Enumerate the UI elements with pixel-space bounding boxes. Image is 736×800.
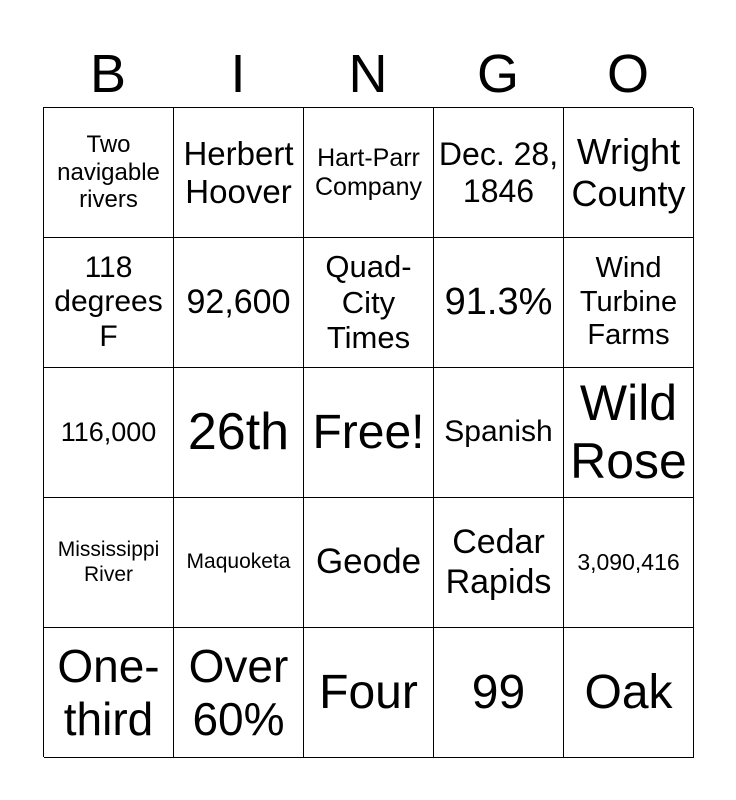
bingo-cell[interactable] bbox=[434, 368, 564, 498]
cell-text: Cedar Rapids bbox=[445, 523, 552, 601]
cell-text: Mississippi River bbox=[57, 538, 160, 586]
cell-text: Hart-Parr Company bbox=[315, 143, 422, 201]
bingo-cell[interactable] bbox=[564, 108, 694, 238]
bingo-cell[interactable] bbox=[174, 628, 304, 758]
bingo-cell[interactable] bbox=[304, 628, 434, 758]
header-letter-o: O bbox=[606, 44, 649, 104]
bingo-cell[interactable] bbox=[44, 108, 174, 238]
cell-text: 116,000 bbox=[60, 416, 157, 447]
cell-text: Wind Turbine Farms bbox=[579, 252, 678, 352]
header-letter-b: B bbox=[89, 44, 127, 104]
bingo-card bbox=[43, 107, 693, 757]
cell-text: Geode bbox=[315, 542, 422, 582]
cell-text: 26th bbox=[187, 402, 290, 461]
bingo-cell[interactable] bbox=[304, 108, 434, 238]
bingo-cell[interactable] bbox=[434, 628, 564, 758]
bingo-cell[interactable] bbox=[44, 498, 174, 628]
bingo-header bbox=[43, 40, 693, 108]
cell-text: Oak bbox=[584, 665, 673, 719]
cell-text: Maquoketa bbox=[186, 550, 291, 574]
bingo-cell[interactable] bbox=[564, 628, 694, 758]
bingo-cell[interactable] bbox=[174, 498, 304, 628]
cell-text: Spanish bbox=[444, 415, 553, 449]
cell-text: 3,090,416 bbox=[577, 549, 680, 576]
bingo-cell[interactable] bbox=[174, 108, 304, 238]
cell-text: 99 bbox=[471, 665, 526, 719]
cell-text: Over 60% bbox=[188, 639, 289, 745]
cell-text: Wright County bbox=[571, 131, 686, 214]
cell-text: Two navigable rivers bbox=[57, 131, 160, 214]
cell-text: 118 degrees F bbox=[54, 250, 163, 353]
bingo-cell[interactable] bbox=[44, 368, 174, 498]
bingo-cell[interactable] bbox=[304, 238, 434, 368]
bingo-cell[interactable] bbox=[564, 498, 694, 628]
cell-text: Four bbox=[319, 665, 418, 719]
bingo-cell[interactable] bbox=[174, 368, 304, 498]
bingo-cell[interactable] bbox=[44, 238, 174, 368]
bingo-cell[interactable] bbox=[564, 238, 694, 368]
header-letter-i: I bbox=[230, 44, 246, 104]
bingo-cell[interactable] bbox=[174, 238, 304, 368]
cell-text: Dec. 28, 1846 bbox=[438, 135, 559, 209]
bingo-cell[interactable] bbox=[564, 368, 694, 498]
header-letter-g: G bbox=[476, 44, 519, 104]
bingo-cell[interactable] bbox=[434, 238, 564, 368]
cell-text: 91.3% bbox=[444, 280, 553, 323]
bingo-cell[interactable] bbox=[434, 498, 564, 628]
bingo-cell[interactable] bbox=[44, 628, 174, 758]
bingo-cell[interactable] bbox=[434, 108, 564, 238]
cell-text: 92,600 bbox=[186, 282, 291, 321]
bingo-cell[interactable] bbox=[304, 498, 434, 628]
cell-text: Wild Rose bbox=[570, 375, 687, 489]
free-space-cell[interactable] bbox=[304, 368, 434, 498]
header-letter-n: N bbox=[348, 44, 388, 104]
cell-text: Quad-City Times bbox=[325, 249, 412, 356]
cell-text: Free! bbox=[312, 405, 425, 459]
cell-text: One-third bbox=[57, 639, 160, 745]
cell-text: Herbert Hoover bbox=[183, 134, 294, 210]
